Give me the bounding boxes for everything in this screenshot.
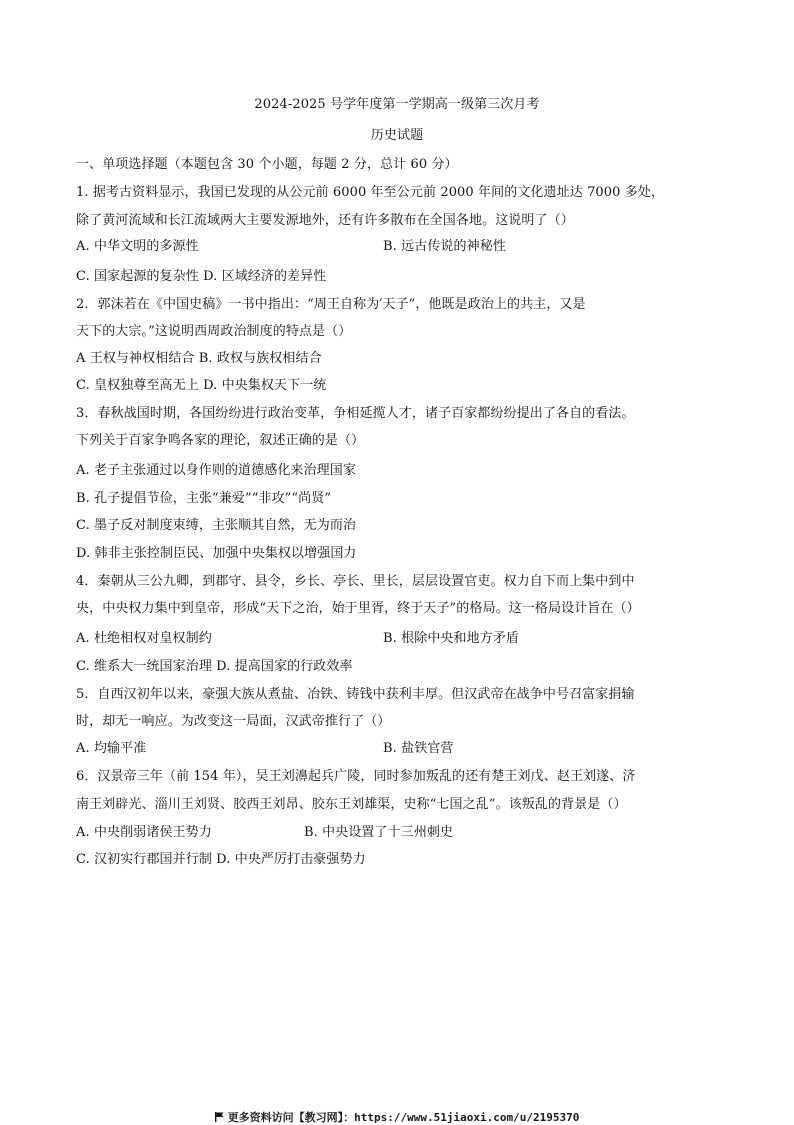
exam-subtitle: 历史试题 bbox=[370, 128, 424, 143]
question-2-stem-line-2: 天下的大宗。”这说明西周政治制度的特点是（） bbox=[76, 324, 352, 339]
section-heading: 一、单项选择题（本题包含 30 个小题，每题 2 分，总计 60 分） bbox=[76, 157, 458, 172]
question-4-option-cd: C. 维系大一统国家治理 D. 提高国家的行政效率 bbox=[76, 659, 353, 674]
question-5-option-b: B. 盐铁官营 bbox=[383, 741, 454, 756]
question-3-option-c: C. 墨子反对制度束缚，主张顺其自然，无为而治 bbox=[76, 518, 357, 533]
question-5-option-a: A. 均输平准 bbox=[76, 741, 147, 756]
question-4-stem-line-1: 4．秦朝从三公九卿，到郡守、县令，乡长、亭长、里长，层层设置官吏。权力自下而上集中到中 bbox=[76, 574, 635, 589]
exam-title: 2024-2025 号学年度第一学期高一级第三次月考 bbox=[254, 97, 540, 112]
question-3-stem-line-1: 3．春秋战国时期，各国纷纷进行政治变革，争相延揽人才，诸子百家都纷纷提出了各自的看法。 bbox=[76, 406, 635, 421]
question-4-option-a: A. 杜绝相权对皇权制约 bbox=[76, 631, 212, 646]
footer-text: 更多资料访问【教习网】：https://www.51jiaoxi.com/u/2195370 bbox=[227, 1111, 580, 1124]
question-3-stem-line-2: 下列关于百家争鸣各家的理论，叙述正确的是（） bbox=[76, 433, 365, 448]
question-1-stem-line-2: 除了黄河流域和长江流域两大主要发源地外，还有许多散布在全国各地。这说明了（） bbox=[76, 213, 574, 228]
question-5-stem-line-1: 5．自西汉初年以来，豪强大族从煮盐、冶铁、铸钱中获利丰厚。但汉武帝在战争中号召富家捐输 bbox=[76, 687, 635, 702]
question-6-stem-line-1: 6．汉景帝三年（前 154 年），吴王刘濞起兵广陵，同时参加叛乱的还有楚王刘戊、赵王刘遂、济 bbox=[76, 769, 636, 784]
question-3-option-b: B. 孔子提倡节俭，主张“兼爱”“非攻”“尚贤” bbox=[76, 491, 332, 506]
question-4-stem-line-2: 央，中央权力集中到皇帝，形成“天下之治，始于里胥，终于天子”的格局。这一格局设计旨在（） bbox=[76, 601, 640, 616]
question-6-option-a: A. 中央削弱诸侯王势力 bbox=[76, 825, 212, 840]
question-1-option-cd: C. 国家起源的复杂性 D. 区域经济的差异性 bbox=[76, 269, 327, 284]
question-3-option-a: A. 老子主张通过以身作则的道德感化来治理国家 bbox=[76, 463, 356, 478]
question-2-option-cd: C. 皇权独尊至高无上 D. 中央集权天下一统 bbox=[76, 378, 327, 393]
question-2-option-ab: A 王权与神权相结合 B. 政权与族权相结合 bbox=[76, 351, 322, 366]
question-4-option-b: B. 根除中央和地方矛盾 bbox=[383, 631, 520, 646]
flag-icon bbox=[215, 1112, 224, 1122]
question-6-option-cd: C. 汉初实行郡国并行制 D. 中央严厉打击豪强势力 bbox=[76, 852, 366, 867]
question-6-stem-line-2: 南王刘辟光、淄川王刘贤、胶西王刘昂、胶东王刘雄渠，史称“七国之乱”。该叛乱的背景是（） bbox=[76, 797, 627, 812]
question-5-stem-line-2: 时，却无一响应。为改变这一局面，汉武帝推行了（） bbox=[76, 714, 391, 729]
question-2-stem-line-1: 2．郭沫若在《中国史稿》一书中指出：“周王自称为′天子”，他既是政治上的共主，又是 bbox=[76, 297, 586, 312]
question-1-option-b: B. 远古传说的神秘性 bbox=[383, 239, 506, 254]
question-1-option-a: A. 中华文明的多源性 bbox=[76, 239, 199, 254]
question-3-option-d: D. 韩非主张控制臣民、加强中央集权以增强国力 bbox=[76, 546, 357, 561]
question-6-option-b: B. 中央设置了十三州刺史 bbox=[304, 825, 454, 840]
footer-link[interactable] bbox=[0, 1109, 794, 1125]
question-1-stem-line-1: 1. 据考古资料显示，我国已发现的从公元前 6000 年至公元前 2000 年间的文化遗址达 7000 多处， bbox=[76, 185, 665, 200]
